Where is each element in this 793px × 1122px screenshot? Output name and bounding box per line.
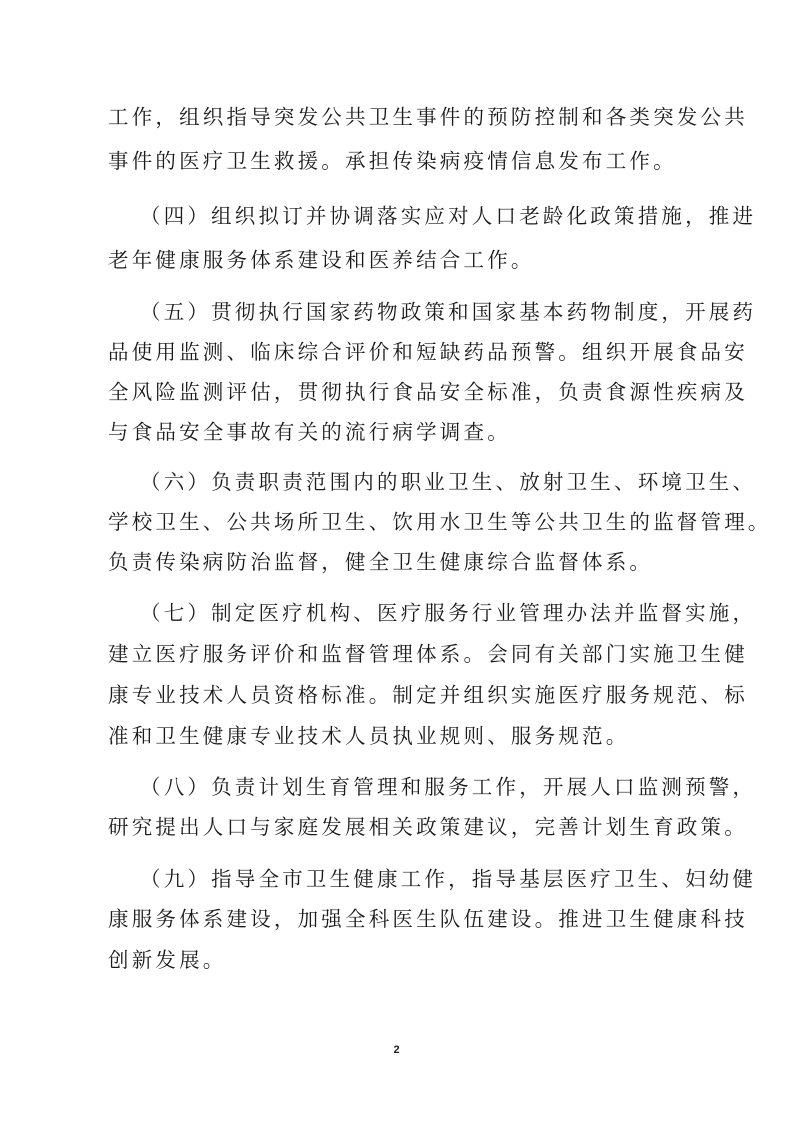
paragraph-line: 创新发展。 — [108, 948, 227, 972]
paragraph-line: （六）负责职责范围内的职业卫生、放射卫生、环境卫生、 — [140, 470, 757, 494]
paragraph-line: 研究提出人口与家庭发展相关政策建议，完善计划生育政策。 — [108, 815, 748, 839]
paragraph-line: 老年健康服务体系建设和医养结合工作。 — [108, 248, 535, 272]
paragraph-line: 准和卫生健康专业技术人员执业规则、服务规范。 — [108, 724, 630, 748]
paragraph-line: 全风险监测评估，贯彻执行食品安全标准，负责食源性疾病及 — [108, 380, 748, 404]
paragraph-line: 与食品安全事故有关的流行病学调查。 — [108, 420, 511, 444]
paragraph-line: 负责传染病防治监督，健全卫生健康综合监督体系。 — [108, 550, 654, 574]
paragraph-line: 事件的医疗卫生救援。承担传染病疫情信息发布工作。 — [108, 149, 677, 173]
paragraph-line: 学校卫生、公共场所卫生、饮用水卫生等公共卫生的监督管理。 — [108, 510, 772, 534]
paragraph-line: （八）负责计划生育管理和服务工作，开展人口监测预警， — [140, 775, 757, 799]
paragraph-line: 康服务体系建设，加强全科医生队伍建设。推进卫生健康科技 — [108, 907, 748, 931]
paragraph-line: 康专业技术人员资格标准。制定并组织实施医疗服务规范、标 — [108, 683, 748, 707]
paragraph-line: （九）指导全市卫生健康工作，指导基层医疗卫生、妇幼健 — [140, 867, 757, 891]
paragraph-line: （七）制定医疗机构、医疗服务行业管理办法并监督实施， — [140, 601, 757, 625]
paragraph-line: 品使用监测、临床综合评价和短缺药品预警。组织开展食品安 — [108, 340, 748, 364]
page-number: 2 — [393, 1044, 400, 1056]
paragraph-line: 建立医疗服务评价和监督管理体系。会同有关部门实施卫生健 — [108, 642, 748, 666]
paragraph-line: 工作，组织指导突发公共卫生事件的预防控制和各类突发公共 — [108, 105, 748, 129]
paragraph-line: （五）贯彻执行国家药物政策和国家基本药物制度，开展药 — [140, 300, 757, 324]
paragraph-line: （四）组织拟订并协调落实应对人口老龄化政策措施，推进 — [140, 204, 757, 228]
